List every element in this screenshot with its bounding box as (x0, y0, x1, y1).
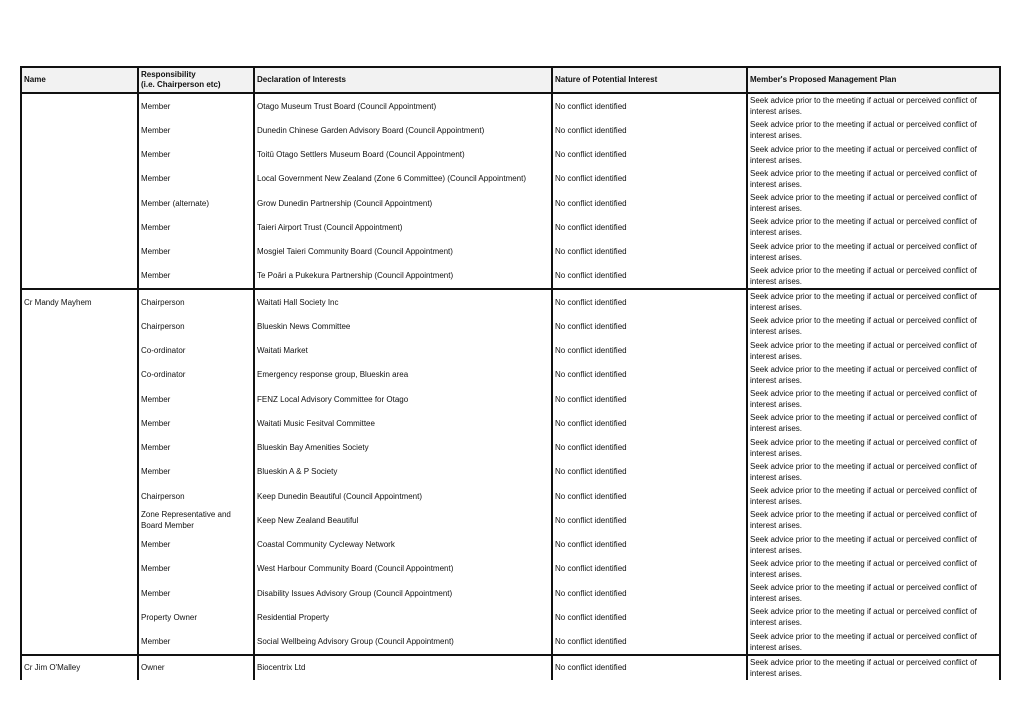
name-cell (21, 460, 138, 484)
declaration-cell: Social Wellbeing Advisory Group (Council Appointment) (254, 630, 552, 655)
nature-cell: No conflict identified (552, 191, 747, 215)
table-row (21, 581, 1000, 605)
header-declaration: Declaration of Interests (254, 67, 552, 93)
declaration-cell: Dunedin Chinese Garden Advisory Board (Council Appointment) (254, 118, 552, 142)
plan-cell: Seek advice prior to the meeting if actual or perceived conflict of interest arises. (747, 118, 1000, 142)
declaration-cell: Waitati Hall Society Inc (254, 289, 552, 314)
responsibility-cell: Member (138, 167, 254, 191)
responsibility-cell: Member (138, 533, 254, 557)
responsibility-cell: Owner (138, 655, 254, 680)
table-row (21, 484, 1000, 508)
name-cell (21, 339, 138, 363)
table-row (21, 508, 1000, 532)
responsibility-cell: Chairperson (138, 289, 254, 314)
declaration-cell: Taieri Airport Trust (Council Appointment) (254, 215, 552, 239)
table-row (21, 630, 1000, 655)
name-cell (21, 264, 138, 289)
responsibility-cell: Chairperson (138, 484, 254, 508)
nature-cell: No conflict identified (552, 484, 747, 508)
nature-cell: No conflict identified (552, 289, 747, 314)
header-responsibility-line2: (i.e. Chairperson etc) (141, 80, 221, 89)
table-row (21, 363, 1000, 387)
plan-cell: Seek advice prior to the meeting if actual or perceived conflict of interest arises. (747, 215, 1000, 239)
plan-cell: Seek advice prior to the meeting if actual or perceived conflict of interest arises. (747, 143, 1000, 167)
table-row (21, 557, 1000, 581)
table-row (21, 339, 1000, 363)
header-nature: Nature of Potential Interest (552, 67, 747, 93)
table-row (21, 289, 1000, 314)
declaration-cell: Waitati Market (254, 339, 552, 363)
declaration-cell: Keep New Zealand Beautiful (254, 508, 552, 532)
declaration-cell: Otago Museum Trust Board (Council Appointment) (254, 93, 552, 118)
table-row (21, 533, 1000, 557)
plan-cell: Seek advice prior to the meeting if actual or perceived conflict of interest arises. (747, 387, 1000, 411)
name-cell (21, 363, 138, 387)
responsibility-cell: Member (138, 118, 254, 142)
table-body (21, 93, 1000, 680)
nature-cell: No conflict identified (552, 118, 747, 142)
plan-cell: Seek advice prior to the meeting if actual or perceived conflict of interest arises. (747, 581, 1000, 605)
plan-cell: Seek advice prior to the meeting if actual or perceived conflict of interest arises. (747, 630, 1000, 655)
declaration-cell: Toitū Otago Settlers Museum Board (Council Appointment) (254, 143, 552, 167)
responsibility-cell: Chairperson (138, 314, 254, 338)
header-row (21, 67, 1000, 93)
responsibility-cell: Member (138, 630, 254, 655)
table-row (21, 264, 1000, 289)
plan-cell: Seek advice prior to the meeting if actual or perceived conflict of interest arises. (747, 436, 1000, 460)
nature-cell: No conflict identified (552, 240, 747, 264)
declaration-cell: Biocentrix Ltd (254, 655, 552, 680)
nature-cell: No conflict identified (552, 557, 747, 581)
declaration-cell: Waitati Music Fesitval Committee (254, 411, 552, 435)
name-cell (21, 118, 138, 142)
plan-cell: Seek advice prior to the meeting if actual or perceived conflict of interest arises. (747, 605, 1000, 629)
responsibility-cell: Property Owner (138, 605, 254, 629)
nature-cell: No conflict identified (552, 339, 747, 363)
name-cell (21, 630, 138, 655)
table-row (21, 118, 1000, 142)
nature-cell: No conflict identified (552, 264, 747, 289)
name-cell (21, 436, 138, 460)
declaration-cell: Blueskin Bay Amenities Society (254, 436, 552, 460)
name-cell (21, 605, 138, 629)
declaration-cell: Keep Dunedin Beautiful (Council Appointment) (254, 484, 552, 508)
name-cell: Cr Jim O'Malley (21, 655, 138, 680)
plan-cell: Seek advice prior to the meeting if actual or perceived conflict of interest arises. (747, 289, 1000, 314)
responsibility-cell: Zone Representative and Board Member (138, 508, 254, 532)
nature-cell: No conflict identified (552, 630, 747, 655)
name-cell (21, 533, 138, 557)
responsibility-cell: Member (138, 557, 254, 581)
plan-cell: Seek advice prior to the meeting if actual or perceived conflict of interest arises. (747, 93, 1000, 118)
nature-cell: No conflict identified (552, 460, 747, 484)
plan-cell: Seek advice prior to the meeting if actual or perceived conflict of interest arises. (747, 363, 1000, 387)
table-row (21, 240, 1000, 264)
responsibility-cell: Member (138, 93, 254, 118)
responsibility-cell: Member (138, 264, 254, 289)
plan-cell: Seek advice prior to the meeting if actual or perceived conflict of interest arises. (747, 167, 1000, 191)
responsibility-cell: Member (138, 460, 254, 484)
declaration-cell: Coastal Community Cycleway Network (254, 533, 552, 557)
name-cell (21, 240, 138, 264)
plan-cell: Seek advice prior to the meeting if actual or perceived conflict of interest arises. (747, 484, 1000, 508)
table-row (21, 605, 1000, 629)
name-cell (21, 191, 138, 215)
plan-cell: Seek advice prior to the meeting if actual or perceived conflict of interest arises. (747, 191, 1000, 215)
name-cell (21, 411, 138, 435)
table-row (21, 655, 1000, 680)
responsibility-cell: Member (alternate) (138, 191, 254, 215)
responsibility-cell: Member (138, 215, 254, 239)
responsibility-cell: Member (138, 436, 254, 460)
name-cell (21, 93, 138, 118)
nature-cell: No conflict identified (552, 411, 747, 435)
table-row (21, 167, 1000, 191)
name-cell (21, 167, 138, 191)
table-row (21, 436, 1000, 460)
name-cell (21, 508, 138, 532)
nature-cell: No conflict identified (552, 581, 747, 605)
name-cell: Cr Mandy Mayhem (21, 289, 138, 314)
name-cell (21, 387, 138, 411)
table-row (21, 191, 1000, 215)
plan-cell: Seek advice prior to the meeting if actual or perceived conflict of interest arises. (747, 264, 1000, 289)
table-row (21, 215, 1000, 239)
header-responsibility-line1: Responsibility (141, 70, 196, 79)
plan-cell: Seek advice prior to the meeting if actual or perceived conflict of interest arises. (747, 314, 1000, 338)
plan-cell: Seek advice prior to the meeting if actual or perceived conflict of interest arises. (747, 460, 1000, 484)
declaration-cell: Emergency response group, Blueskin area (254, 363, 552, 387)
declaration-cell: Disability Issues Advisory Group (Council Appointment) (254, 581, 552, 605)
responsibility-cell: Member (138, 387, 254, 411)
nature-cell: No conflict identified (552, 363, 747, 387)
responsibility-cell: Member (138, 411, 254, 435)
nature-cell: No conflict identified (552, 93, 747, 118)
plan-cell: Seek advice prior to the meeting if actual or perceived conflict of interest arises. (747, 533, 1000, 557)
nature-cell: No conflict identified (552, 508, 747, 532)
name-cell (21, 215, 138, 239)
nature-cell: No conflict identified (552, 533, 747, 557)
nature-cell: No conflict identified (552, 655, 747, 680)
responsibility-cell: Co-ordinator (138, 363, 254, 387)
plan-cell: Seek advice prior to the meeting if actual or perceived conflict of interest arises. (747, 508, 1000, 532)
responsibility-cell: Member (138, 143, 254, 167)
name-cell (21, 557, 138, 581)
plan-cell: Seek advice prior to the meeting if actual or perceived conflict of interest arises. (747, 655, 1000, 680)
name-cell (21, 581, 138, 605)
name-cell (21, 143, 138, 167)
nature-cell: No conflict identified (552, 143, 747, 167)
responsibility-cell: Co-ordinator (138, 339, 254, 363)
plan-cell: Seek advice prior to the meeting if actual or perceived conflict of interest arises. (747, 411, 1000, 435)
nature-cell: No conflict identified (552, 436, 747, 460)
table-row (21, 143, 1000, 167)
declaration-cell: West Harbour Community Board (Council Appointment) (254, 557, 552, 581)
nature-cell: No conflict identified (552, 215, 747, 239)
plan-cell: Seek advice prior to the meeting if actual or perceived conflict of interest arises. (747, 240, 1000, 264)
nature-cell: No conflict identified (552, 314, 747, 338)
declaration-cell: Te Poāri a Pukekura Partnership (Council Appointment) (254, 264, 552, 289)
table-row (21, 411, 1000, 435)
plan-cell: Seek advice prior to the meeting if actual or perceived conflict of interest arises. (747, 339, 1000, 363)
nature-cell: No conflict identified (552, 605, 747, 629)
declaration-cell: Residential Property (254, 605, 552, 629)
name-cell (21, 484, 138, 508)
nature-cell: No conflict identified (552, 167, 747, 191)
table-row (21, 314, 1000, 338)
responsibility-cell: Member (138, 581, 254, 605)
table-row (21, 387, 1000, 411)
plan-cell: Seek advice prior to the meeting if actual or perceived conflict of interest arises. (747, 557, 1000, 581)
header-plan: Member's Proposed Management Plan (747, 67, 1000, 93)
declaration-cell: FENZ Local Advisory Committee for Otago (254, 387, 552, 411)
header-name: Name (21, 67, 138, 93)
declaration-cell: Grow Dunedin Partnership (Council Appointment) (254, 191, 552, 215)
declaration-cell: Local Government New Zealand (Zone 6 Committee) (Council Appointment) (254, 167, 552, 191)
table-row (21, 93, 1000, 118)
declarations-table (20, 66, 1001, 680)
declaration-cell: Blueskin A & P Society (254, 460, 552, 484)
declaration-cell: Blueskin News Committee (254, 314, 552, 338)
name-cell (21, 314, 138, 338)
nature-cell: No conflict identified (552, 387, 747, 411)
responsibility-cell: Member (138, 240, 254, 264)
header-responsibility (138, 67, 254, 93)
table-row (21, 460, 1000, 484)
declaration-cell: Mosgiel Taieri Community Board (Council Appointment) (254, 240, 552, 264)
